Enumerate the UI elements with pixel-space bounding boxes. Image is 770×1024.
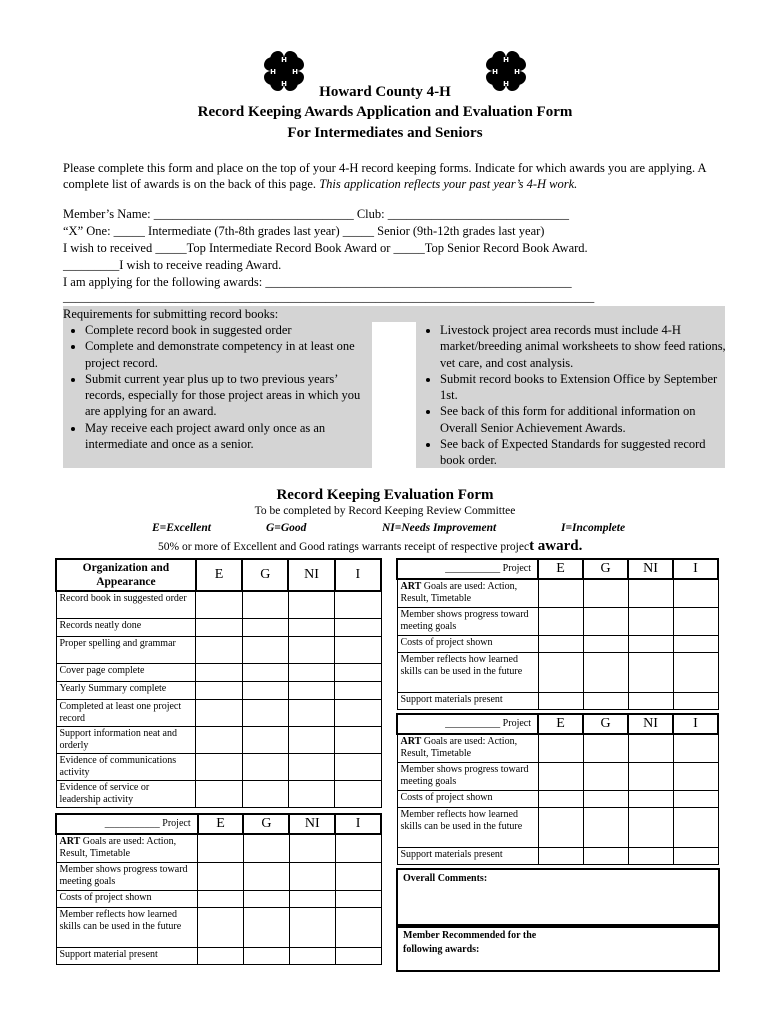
rating-cell[interactable] <box>196 726 242 753</box>
grade-level-field[interactable]: “X” One: _____ Intermediate (7th-8th grades last year) _____ Senior (9th-12th grades last year) <box>63 224 545 238</box>
rating-cell[interactable] <box>628 807 673 847</box>
rating-cell[interactable] <box>583 734 628 762</box>
rating-cell[interactable] <box>288 681 334 699</box>
rating-cell[interactable] <box>335 618 381 636</box>
table-row: Member reflects how learned skills can be used in the future <box>56 907 198 947</box>
organization-table <box>55 558 382 808</box>
recommended-awards-box[interactable] <box>396 924 720 972</box>
table-row: Costs of project shown <box>397 635 538 652</box>
form-title-sub: For Intermediates and Seniors <box>287 125 483 141</box>
rating-cell[interactable] <box>628 762 673 790</box>
rating-cell[interactable] <box>538 652 583 692</box>
rating-cell[interactable] <box>583 790 628 807</box>
rating-cell[interactable] <box>628 607 673 635</box>
table-row: Support materials present <box>397 692 538 709</box>
rating-cell[interactable] <box>243 834 289 862</box>
rating-cell[interactable] <box>583 652 628 692</box>
rating-cell[interactable] <box>198 907 244 947</box>
art-label: ART <box>400 581 422 592</box>
rating-cell[interactable] <box>583 762 628 790</box>
awards-applying-field[interactable]: I am applying for the following awards: _________________________________________________ <box>63 275 572 289</box>
rating-cell[interactable] <box>335 663 381 681</box>
rating-cell[interactable] <box>335 780 381 807</box>
rating-cell[interactable] <box>673 762 718 790</box>
rating-cell[interactable] <box>242 663 288 681</box>
rating-cell[interactable] <box>196 663 242 681</box>
rating-cell[interactable] <box>673 692 718 709</box>
rating-cell[interactable] <box>242 681 288 699</box>
art-text: Goals are used: Action, Result, Timetable <box>400 736 518 759</box>
rating-cell[interactable] <box>198 890 244 907</box>
table-row: Costs of project shown <box>56 890 198 907</box>
table-row: Member shows progress toward meeting goals <box>397 607 538 635</box>
rating-cell[interactable] <box>583 807 628 847</box>
table-row <box>56 834 198 862</box>
rating-cell[interactable] <box>335 890 381 907</box>
rating-cell[interactable] <box>583 607 628 635</box>
overall-comments-label: Overall Comments: <box>403 873 488 884</box>
table-row: Support materials present <box>397 847 538 864</box>
project-table-left <box>55 813 382 965</box>
rating-cell[interactable] <box>196 618 242 636</box>
rating-cell[interactable] <box>583 847 628 864</box>
top-award-field[interactable]: I wish to received _____Top Intermediate Record Book Award or _____Top Senior Record Book Award. <box>63 241 588 255</box>
rating-cell[interactable] <box>538 692 583 709</box>
table-row: Member shows progress toward meeting goals <box>56 862 198 890</box>
rating-cell[interactable] <box>288 591 334 618</box>
svg-text:H: H <box>270 68 276 76</box>
rating-cell[interactable] <box>242 699 288 726</box>
project-table-right-2 <box>396 713 719 865</box>
rating-cell[interactable] <box>673 807 718 847</box>
rating-header-g: G <box>583 559 628 579</box>
table-row: Support material present <box>56 947 198 964</box>
art-label: ART <box>400 736 422 747</box>
intro-text: Please complete this form and place on the top of your 4-H record keeping forms. Indicate for which awards you are applying. A complete list of awards is on the back of this page. <box>63 161 706 191</box>
rating-cell[interactable] <box>242 636 288 663</box>
rating-cell[interactable] <box>673 635 718 652</box>
rating-cell[interactable] <box>335 636 381 663</box>
awards-applying-blank[interactable]: _____________________________________________________________________________________ <box>63 290 595 304</box>
rating-cell[interactable] <box>628 652 673 692</box>
rating-cell[interactable] <box>335 834 381 862</box>
list-item: • Submit record books to Extension Office by September 1st. <box>440 371 726 404</box>
rating-header-e: E <box>538 559 583 579</box>
rating-cell[interactable] <box>335 681 381 699</box>
rating-cell[interactable] <box>673 652 718 692</box>
rating-cell[interactable] <box>628 692 673 709</box>
org-header: Organization and Appearance <box>56 559 196 591</box>
rating-cell[interactable] <box>196 753 242 780</box>
rating-header-i: I <box>673 714 718 734</box>
rating-header-i: I <box>673 559 718 579</box>
rating-cell[interactable] <box>673 579 718 607</box>
rating-cell[interactable] <box>243 907 289 947</box>
rating-cell[interactable] <box>335 947 381 964</box>
rating-cell[interactable] <box>288 636 334 663</box>
rating-cell[interactable] <box>538 762 583 790</box>
table-row: Evidence of service or leadership activity <box>56 780 196 807</box>
rating-cell[interactable] <box>243 862 289 890</box>
rating-cell[interactable] <box>242 753 288 780</box>
rating-header-e: E <box>198 814 244 834</box>
requirements-left-list <box>63 322 375 452</box>
rating-cell[interactable] <box>198 947 244 964</box>
rating-cell[interactable] <box>288 726 334 753</box>
legend-good: G=Good <box>266 522 307 534</box>
project-name-field[interactable]: ___________ Project <box>56 814 198 834</box>
rating-cell[interactable] <box>335 862 381 890</box>
rating-cell[interactable] <box>288 780 334 807</box>
reading-award-field[interactable]: _________I wish to receive reading Award. <box>63 258 282 272</box>
rating-cell[interactable] <box>335 726 381 753</box>
rating-cell[interactable] <box>198 862 244 890</box>
rating-cell[interactable] <box>335 699 381 726</box>
table-row: Proper spelling and grammar <box>56 636 196 663</box>
rating-cell[interactable] <box>538 807 583 847</box>
project-name-field[interactable]: ___________ Project <box>397 559 538 579</box>
art-label: ART <box>59 836 81 847</box>
rating-cell[interactable] <box>289 907 335 947</box>
rating-cell[interactable] <box>673 607 718 635</box>
rating-cell[interactable] <box>288 663 334 681</box>
rating-cell[interactable] <box>583 635 628 652</box>
art-text: Goals are used: Action, Result, Timetable <box>59 836 177 859</box>
rating-cell[interactable] <box>196 780 242 807</box>
svg-text:H: H <box>492 68 498 76</box>
svg-text:H: H <box>281 56 287 64</box>
rating-cell[interactable] <box>335 591 381 618</box>
rating-cell[interactable] <box>289 947 335 964</box>
rating-cell[interactable] <box>538 847 583 864</box>
rating-cell[interactable] <box>538 635 583 652</box>
rating-cell[interactable] <box>628 635 673 652</box>
table-row: Costs of project shown <box>397 790 538 807</box>
rating-cell[interactable] <box>628 579 673 607</box>
rating-cell[interactable] <box>243 890 289 907</box>
rating-cell[interactable] <box>196 636 242 663</box>
rating-cell[interactable] <box>673 847 718 864</box>
rating-cell[interactable] <box>538 790 583 807</box>
legend-incomplete: I=Incomplete <box>561 522 626 534</box>
rating-cell[interactable] <box>196 699 242 726</box>
rating-cell[interactable] <box>335 907 381 947</box>
rating-cell[interactable] <box>289 862 335 890</box>
rating-header-g: G <box>242 559 288 591</box>
ratings-note-emphasis: t award. <box>529 538 583 554</box>
table-row: Cover page complete <box>56 663 196 681</box>
rating-header-ni: NI <box>628 714 673 734</box>
intro-italic: This application reflects your past year’s 4-H work. <box>319 177 578 191</box>
ratings-note-text: 50% or more of Excellent and Good ratings warrants receipt of respective projec <box>158 541 530 553</box>
rating-header-g: G <box>583 714 628 734</box>
table-row: Support information neat and orderly <box>56 726 196 753</box>
requirements-right-list <box>418 322 726 469</box>
intro-paragraph <box>63 160 723 192</box>
rating-header-i: I <box>335 559 381 591</box>
rating-header-i: I <box>335 814 381 834</box>
rating-cell[interactable] <box>538 607 583 635</box>
rating-cell[interactable] <box>289 890 335 907</box>
list-item: • May receive each project award only once as an intermediate and once as a senior. <box>85 420 375 453</box>
member-name-field[interactable]: Member’s Name: ________________________________ Club: _____________________________ <box>63 207 569 221</box>
svg-text:H: H <box>503 80 509 88</box>
project-table-right-1 <box>396 558 719 710</box>
list-item: • Complete record book in suggested order <box>85 322 375 338</box>
rating-header-g: G <box>243 814 289 834</box>
rating-cell[interactable] <box>198 834 244 862</box>
rating-cell[interactable] <box>538 734 583 762</box>
rating-cell[interactable] <box>583 692 628 709</box>
requirements-heading: Requirements for submitting record books: <box>63 307 279 321</box>
overall-comments-box[interactable] <box>396 868 720 928</box>
rating-cell[interactable] <box>288 699 334 726</box>
rating-cell[interactable] <box>243 947 289 964</box>
table-row: Member reflects how learned skills can be used in the future <box>397 807 538 847</box>
svg-text:H: H <box>292 68 298 76</box>
rating-cell[interactable] <box>335 753 381 780</box>
list-item: • Livestock project area records must include 4-H market/breeding animal worksheets to show feed rations, vet care, and cost analysis. <box>440 322 726 371</box>
table-row <box>397 734 538 762</box>
rating-cell[interactable] <box>628 790 673 807</box>
table-row: Member reflects how learned skills can be used in the future <box>397 652 538 692</box>
rating-header-ni: NI <box>289 814 335 834</box>
table-row: Records neatly done <box>56 618 196 636</box>
rating-header-e: E <box>538 714 583 734</box>
legend-excellent: E=Excellent <box>152 522 211 534</box>
rating-cell[interactable] <box>289 834 335 862</box>
svg-text:H: H <box>281 80 287 88</box>
rating-cell[interactable] <box>242 591 288 618</box>
table-row: Record book in suggested order <box>56 591 196 618</box>
rating-cell[interactable] <box>628 847 673 864</box>
rating-cell[interactable] <box>196 591 242 618</box>
rating-cell[interactable] <box>196 681 242 699</box>
legend-needs-improvement: NI=Needs Improvement <box>382 522 497 534</box>
rating-cell[interactable] <box>673 734 718 762</box>
rating-cell[interactable] <box>242 726 288 753</box>
rating-cell[interactable] <box>538 579 583 607</box>
list-item: • Complete and demonstrate competency in at least one project record. <box>85 338 375 371</box>
evaluation-title: Record Keeping Evaluation Form <box>276 487 494 503</box>
form-title-main: Record Keeping Awards Application and Evaluation Form <box>197 104 573 120</box>
rating-cell[interactable] <box>242 780 288 807</box>
rating-cell[interactable] <box>242 618 288 636</box>
svg-text:H: H <box>503 56 509 64</box>
list-item: • See back of this form for additional information on Overall Senior Achievement Awards. <box>440 403 726 436</box>
table-row: Member shows progress toward meeting goals <box>397 762 538 790</box>
rating-cell[interactable] <box>673 790 718 807</box>
project-name-field[interactable]: ___________ Project <box>397 714 538 734</box>
rating-header-e: E <box>196 559 242 591</box>
svg-text:H: H <box>514 68 520 76</box>
table-row: Evidence of communications activity <box>56 753 196 780</box>
table-row <box>397 579 538 607</box>
rating-header-ni: NI <box>628 559 673 579</box>
evaluation-subtitle: To be completed by Record Keeping Review Committee <box>254 505 516 517</box>
rating-cell[interactable] <box>288 753 334 780</box>
rating-cell[interactable] <box>288 618 334 636</box>
art-text: Goals are used: Action, Result, Timetable <box>400 581 518 604</box>
rating-header-ni: NI <box>288 559 334 591</box>
list-item: • See back of Expected Standards for suggested record book order. <box>440 436 726 469</box>
rating-cell[interactable] <box>628 734 673 762</box>
ratings-note <box>158 538 582 555</box>
rating-cell[interactable] <box>583 579 628 607</box>
recommended-awards-label: Member Recommended for the following awards: <box>403 930 537 955</box>
table-row: Completed at least one project record <box>56 699 196 726</box>
table-row: Yearly Summary complete <box>56 681 196 699</box>
form-title-county: Howard County 4-H <box>319 84 451 100</box>
list-item: • Submit current year plus up to two previous years’ records, especially for those project areas in which you are applying for an award. <box>85 371 375 420</box>
